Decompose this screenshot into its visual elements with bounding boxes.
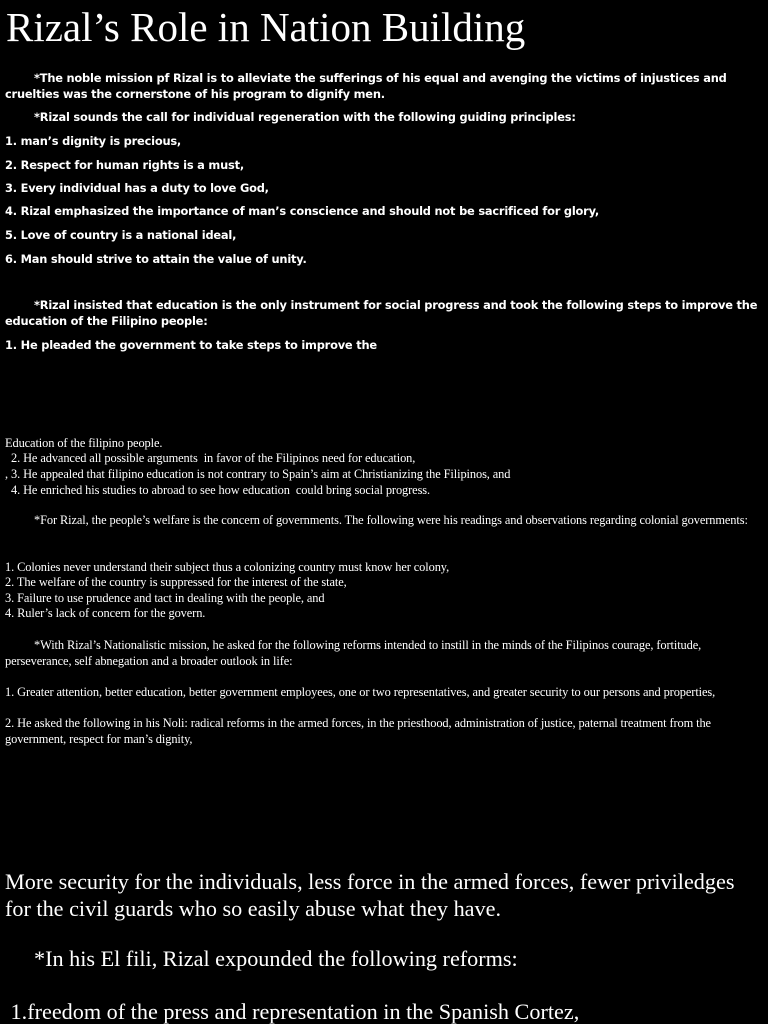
slide-title: Rizal’s Role in Nation Building (6, 4, 526, 50)
welfare-intro: *For Rizal, the people’s welfare is the concern of governments. The following were his readings and observations regarding colonial governments: (34, 513, 748, 527)
education-line: 2. He advanced all possible arguments in favor of the Filipinos need for education, (5, 451, 416, 465)
principle-item: 5. Love of country is a national ideal, (5, 228, 237, 242)
observation-item: 3. Failure to use prudence and tact in dealing with the people, and (5, 591, 325, 605)
education-line: , 3. He appealed that filipino education is not contrary to Spain’s aim at Christianizing the Filipinos, and (5, 467, 511, 481)
reform-item: 1. Greater attention, better education, better government employees, one or two representatives, and greater security to our persons and properties, (5, 685, 716, 699)
elfili-reform-item: 1.freedom of the press and representation in the Spanish Cortez, (5, 999, 580, 1024)
reform-item: 2. He asked the following in his Noli: radical reforms in the armed forces, in the priesthood, administration of justice, paternal treatment from the government, respect for man’s dignity, (5, 716, 711, 746)
principle-item: 3. Every individual has a duty to love God, (5, 181, 269, 195)
mission-paragraph: *The noble mission pf Rizal is to alleviate the sufferings of his equal and avenging the victims of injustices and cruelties was the cornerstone of his program to dignify men. (5, 71, 727, 101)
security-paragraph: More security for the individuals, less force in the armed forces, fewer priviledges for the civil guards who so easily abuse what they have. (5, 869, 735, 921)
education-step-item: 1. He pleaded the government to take steps to improve the (5, 338, 377, 352)
education-line: 4. He enriched his studies to abroad to see how education could bring social progress. (5, 483, 431, 497)
elfili-intro: *In his El fili, Rizal expounded the following reforms: (34, 946, 518, 971)
principle-item: 6. Man should strive to attain the value of unity. (5, 252, 307, 266)
principle-item: 2. Respect for human rights is a must, (5, 158, 244, 172)
regeneration-intro: *Rizal sounds the call for individual regeneration with the following guiding principles: (34, 110, 576, 124)
observation-item: 1. Colonies never understand their subject thus a colonizing country must know her colony, (5, 560, 450, 574)
reforms-intro: *With Rizal’s Nationalistic mission, he asked for the following reforms intended to instill in the minds of the Filipinos courage, fortitude, perseverance, self abnegation and a broader outlook in life: (5, 638, 702, 668)
principle-item: 1. man’s dignity is precious, (5, 134, 182, 148)
principle-item: 4. Rizal emphasized the importance of man’s conscience and should not be sacrificed for glory, (5, 204, 600, 218)
education-intro: *Rizal insisted that education is the only instrument for social progress and took the following steps to improve the education of the Filipino people: (5, 298, 758, 328)
observation-item: 2. The welfare of the country is suppressed for the interest of the state, (5, 575, 347, 589)
education-line: Education of the filipino people. (5, 436, 163, 450)
observation-item: 4. Ruler’s lack of concern for the govern. (5, 606, 206, 620)
